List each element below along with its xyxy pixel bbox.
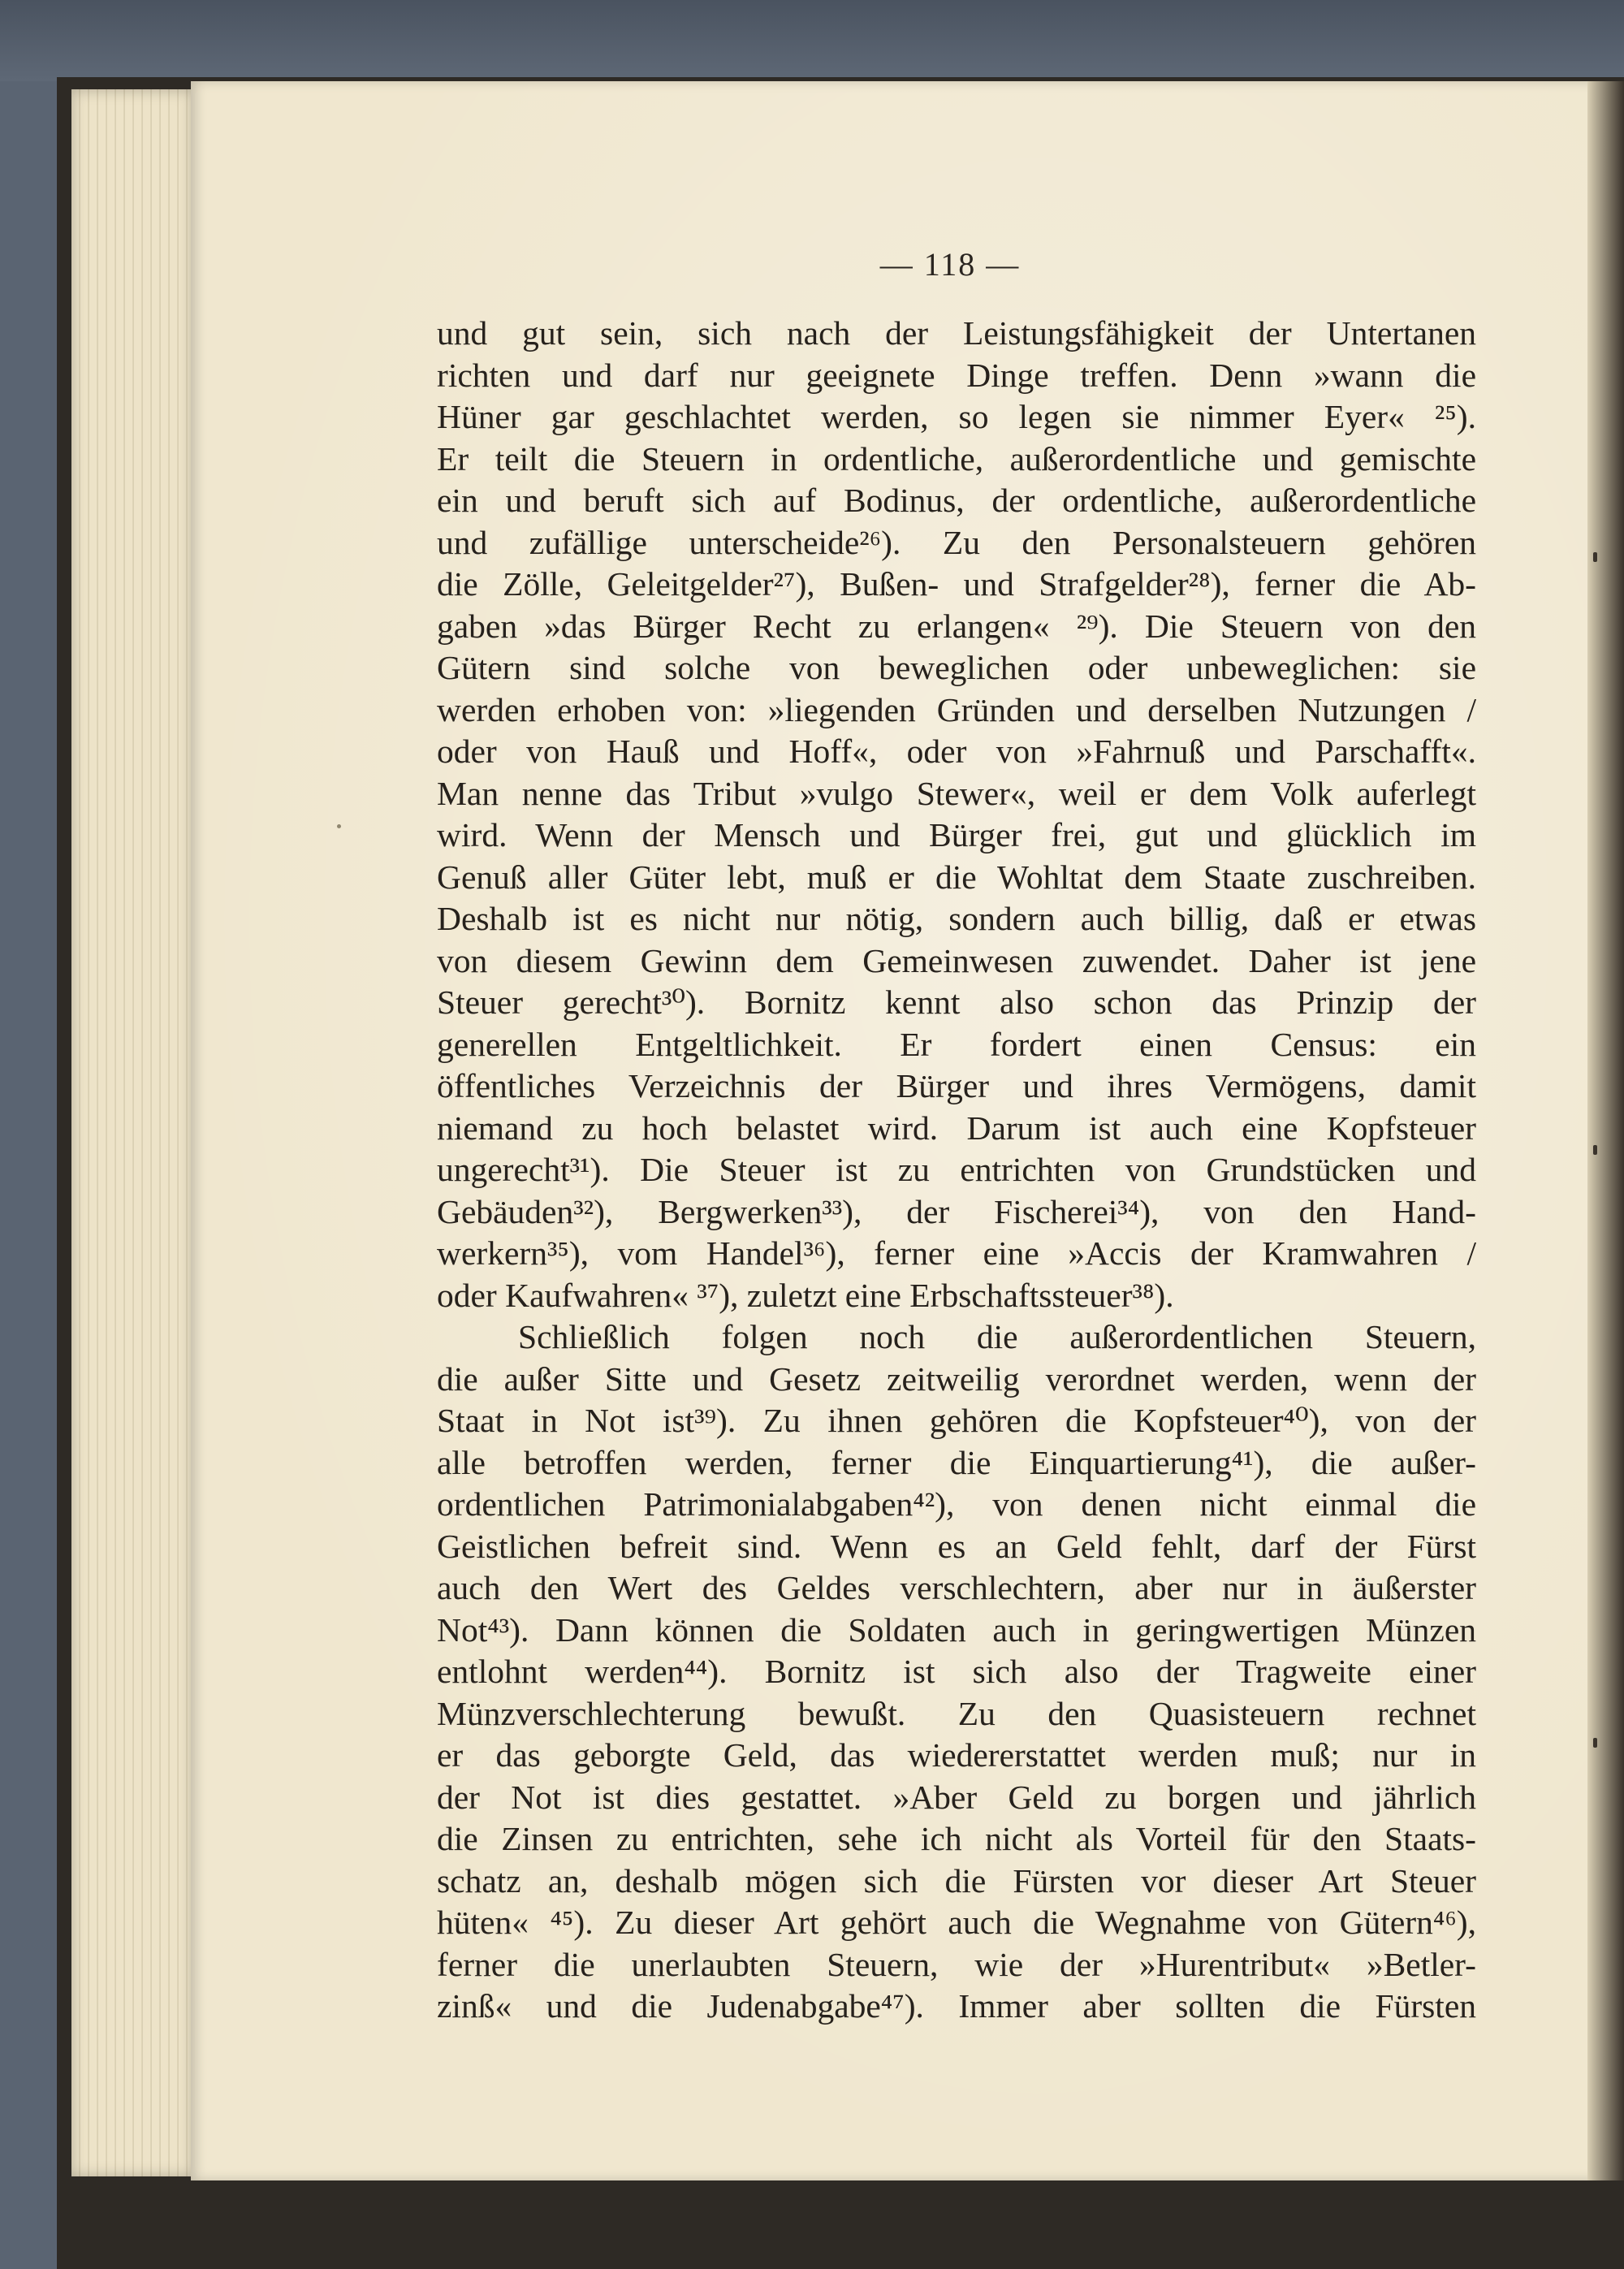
text-line: ordentlichen Patrimonialabgaben⁴²), von denen nicht einmal die <box>437 1485 1476 1523</box>
text-line: entlohnt werden⁴⁴). Bornitz ist sich also der Tragweite einer <box>437 1653 1476 1690</box>
text-line: alle betroffen werden, ferner die Einquartierung⁴¹), die außer- <box>437 1443 1476 1481</box>
text-line: auch den Wert des Geldes verschlechtern, aber nur in äußerster <box>437 1569 1476 1606</box>
text-line: der Not ist dies gestattet. »Aber Geld zu borgen und jährlich <box>437 1778 1476 1816</box>
text-line: Münzverschlechterung bewußt. Zu den Quasisteuern rechnet <box>437 1694 1476 1732</box>
margin-mark <box>1593 552 1597 562</box>
text-line: Man nenne das Tribut »vulgo Stewer«, weil er dem Volk auferlegt <box>437 774 1476 812</box>
text-line: öffentliches Verzeichnis der Bürger und ihres Vermögens, damit <box>437 1067 1476 1104</box>
text-line: Geistlichen befreit sind. Wenn es an Geld fehlt, darf der Fürst <box>437 1527 1476 1565</box>
text-line: Gebäuden³²), Bergwerken³³), der Fischerei³⁴), von den Hand- <box>437 1192 1476 1230</box>
text-line: die außer Sitte und Gesetz zeitweilig verordnet werden, wenn der <box>437 1359 1476 1398</box>
scan-background <box>0 0 1624 81</box>
gutter-shadow <box>1587 81 1624 2180</box>
text-line: und gut sein, sich nach der Leistungsfähigkeit der Untertanen <box>437 314 1476 352</box>
text-line: er das geborgte Geld, das wiedererstattet werden muß; nur in <box>437 1736 1476 1774</box>
page-number: — 118 — <box>879 246 1021 283</box>
text-line: die Zölle, Geleitgelder²⁷), Bußen- und Strafgelder²⁸), ferner die Ab- <box>437 565 1476 603</box>
text-line: zinß« und die Judenabgabe⁴⁷). Immer aber sollten die Fürsten <box>437 1987 1476 2025</box>
text-line: ferner die unerlaubten Steuern, wie der »Hurentribut« »Betler- <box>437 1945 1476 1983</box>
text-line: niemand zu hoch belastet wird. Darum ist auch eine Kopfsteuer <box>437 1109 1476 1147</box>
text-line: Staat in Not ist³⁹). Zu ihnen gehören die Kopfsteuer⁴⁰), von der <box>437 1402 1476 1439</box>
text-line: Not⁴³). Dann können die Soldaten auch in geringwertigen Münzen <box>437 1610 1476 1649</box>
text-line: Steuer gerecht³⁰). Bornitz kennt also schon das Prinzip der <box>437 983 1476 1021</box>
margin-mark <box>1593 1145 1597 1155</box>
text-line: gaben »das Bürger Recht zu erlangen« ²⁹). Die Steuern von den <box>437 607 1476 645</box>
text-line: hüten« ⁴⁵). Zu dieser Art gehört auch die Wegnahme von Gütern⁴⁶), <box>437 1904 1476 1941</box>
text-line: ungerecht³¹). Die Steuer ist zu entrichten von Grundstücken und <box>437 1151 1476 1188</box>
text-line: richten und darf nur geeignete Dinge treffen. Denn »wann die <box>437 356 1476 394</box>
margin-mark <box>1593 1738 1597 1748</box>
text-line: werkern³⁵), vom Handel³⁶), ferner eine »Accis der Kramwahren / <box>437 1234 1476 1272</box>
text-line: die Zinsen zu entrichten, sehe ich nicht als Vorteil für den Staats- <box>437 1820 1476 1857</box>
page-edges <box>71 89 196 2176</box>
text-line: Schließlich folgen noch die außerordentlichen Steuern, <box>518 1318 1476 1355</box>
text-line: Gütern sind solche von beweglichen oder unbeweglichen: sie <box>437 649 1476 686</box>
paper-speck <box>337 824 341 828</box>
text-line: werden erhoben von: »liegenden Gründen und derselben Nutzungen / <box>437 690 1476 728</box>
text-line: oder von Hauß und Hoff«, oder von »Fahrnuß und Parschafft«. <box>437 733 1476 770</box>
text-line: ein und beruft sich auf Bodinus, der ordentliche, außerordentliche <box>437 482 1476 519</box>
text-line: wird. Wenn der Mensch und Bürger frei, gut und glücklich im <box>437 816 1476 854</box>
text-line: Genuß aller Güter lebt, muß er die Wohltat dem Staate zuschreiben. <box>437 858 1476 896</box>
body-text <box>437 313 1476 2028</box>
text-line: oder Kaufwahren« ³⁷), zuletzt eine Erbschaftssteuer³⁸). <box>437 1276 1174 1314</box>
text-line: Deshalb ist es nicht nur nötig, sondern auch billig, daß er etwas <box>437 900 1476 937</box>
text-line: Hüner gar geschlachtet werden, so legen sie nimmer Eyer« ²⁵). <box>437 398 1476 435</box>
text-line: Er teilt die Steuern in ordentliche, außerordentliche und gemischte <box>437 439 1476 478</box>
text-line: von diesem Gewinn dem Gemeinwesen zuwendet. Daher ist jene <box>437 941 1476 979</box>
text-line: schatz an, deshalb mögen sich die Fürsten vor dieser Art Steuer <box>437 1861 1476 1899</box>
text-line: generellen Entgeltlichkeit. Er fordert einen Census: ein <box>437 1025 1476 1063</box>
text-line: und zufällige unterscheide²⁶). Zu den Personalsteuern gehören <box>437 523 1476 561</box>
